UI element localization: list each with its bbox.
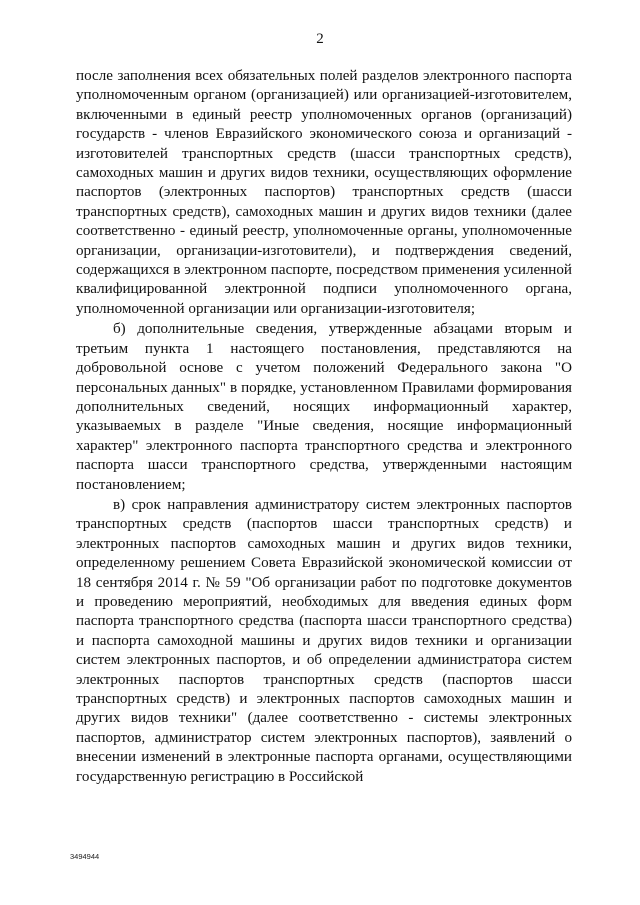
paragraph-v: в) срок направления администратору систем электронных паспортов транспортных средств (паспортов шасси транспортных средств) и электронных паспортов самоходных машин и других видов техники, определенному решением Совета Евразийской экономической комиссии от 18 сентября 2014 г. № 59 "Об организации работ по подготовке документов и проведению мероприятий, необходимых для введения единых форм паспорта транспортного средства (паспорта шасси транспортного средства) и паспорта самоходной машины и других видов техники и организации систем электронных паспортов, и об определении администратора систем электронных паспортов транспортных средств (паспортов шасси транспортных средств) и электронных паспортов самоходных машин и других видов техники" (далее соответственно - системы электронных паспортов, администратор систем электронных паспортов), заявлений о внесении изменений в электронные паспорта органами, осуществляющими государственную регистрацию в Российской bbox=[76, 496, 572, 785]
document-body bbox=[76, 67, 572, 787]
page-number: 2 bbox=[316, 31, 324, 47]
paragraph-b: б) дополнительные сведения, утвержденные абзацами вторым и третьим пункта 1 настоящего постановления, представляются на добровольной основе с учетом положений Федерального закона "О персональных данных" в порядке, установленном Правилами формирования дополнительных сведений, носящих информационный характер, указываемых в разделе "Иные сведения, носящие информационный характер" электронного паспорта транспортного средства и электронного паспорта шасси транспортного средства, утвержденными настоящим постановлением; bbox=[76, 321, 572, 493]
paragraph-continuation: после заполнения всех обязательных полей разделов электронного паспорта уполномоченным органом (организацией) или организацией-изготовителем, включенными в единый реестр уполномоченных органов (организаций) государств - членов Евразийского экономического союза и организаций - изготовителей транспортных средств (шасси транспортных средств), самоходных машин и других видов техники, осуществляющих оформление паспортов (электронных паспортов) транспортных средств (шасси транспортных средств), самоходных машин и других видов техники (далее соответственно - единый реестр, уполномоченные органы, уполномоченные организации, организации-изготовители), и подтверждения сведений, содержащихся в электронном паспорте, посредством применения усиленной квалифицированной электронной подписи уполномоченного органа, уполномоченной организации или организации-изготовителя; bbox=[76, 68, 572, 317]
document-code: 3494944 bbox=[70, 852, 100, 861]
